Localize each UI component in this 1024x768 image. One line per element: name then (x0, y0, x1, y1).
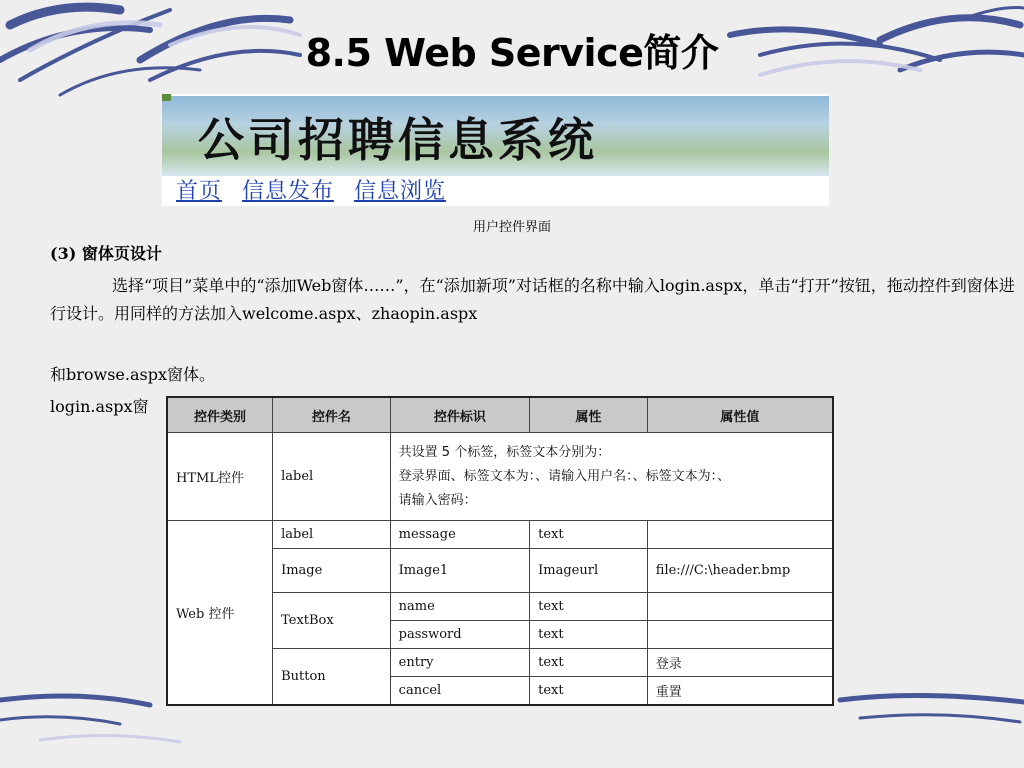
nav-link-publish[interactable]: 信息发布 (242, 179, 335, 204)
header-cell: 控件类别 (167, 397, 273, 433)
control-cell: Image (273, 549, 391, 593)
control-cell: label (273, 433, 391, 521)
value-cell (647, 621, 833, 649)
property-cell: Imageurl (530, 549, 648, 593)
banner-title: 公司招聘信息系统 (198, 113, 598, 167)
control-cell: label (273, 521, 391, 549)
id-cell: name (390, 593, 529, 621)
header-cell: 控件名 (273, 397, 391, 433)
section-heading: (3) 窗体页设计 (50, 244, 162, 263)
nav-link-home[interactable]: 首页 (176, 179, 223, 204)
table-row (167, 521, 833, 549)
description-line: 共设置 5 个标签，标签文本分别为： (398, 444, 611, 460)
body-paragraph-text: 选择“项目”菜单中的“添加Web窗体……”，在“添加新项”对话框的名称中输入login.aspx，单击“打开”按钮，拖动控件到窗体进行设计。用同样的方法加入welcome.aspx、zhaopin.aspx (50, 276, 1015, 323)
banner-nav (176, 174, 446, 204)
id-cell: cancel (390, 677, 529, 705)
banner-image (162, 94, 829, 206)
value-cell: 登录 (647, 649, 833, 677)
property-cell: text (530, 649, 648, 677)
header-cell: 属性 (530, 397, 648, 433)
value-cell (647, 521, 833, 549)
header-cell: 属性值 (647, 397, 833, 433)
body-line-truncated: login.aspx窗 (50, 397, 149, 416)
value-cell: file:///C:\header.bmp (647, 549, 833, 593)
control-cell: TextBox (273, 593, 391, 649)
value-cell: 重置 (647, 677, 833, 705)
corner-mark-icon (162, 94, 171, 101)
table-row (167, 433, 833, 521)
description-line: 登录界面、标签文本为：、请输入用户名：、标签文本为：、 (398, 468, 731, 484)
id-cell: Image1 (390, 549, 529, 593)
control-cell: Button (273, 649, 391, 705)
figure-caption: 用户控件界面 (472, 220, 551, 235)
description-cell (390, 433, 833, 521)
value-cell (647, 593, 833, 621)
category-cell: HTML控件 (167, 433, 273, 521)
slide-title: 8.5 Web Service简介 (305, 31, 719, 75)
description-line: 请输入密码： (398, 492, 477, 508)
header-cell: 控件标识 (390, 397, 529, 433)
table-header-row (167, 397, 833, 433)
property-cell: text (530, 593, 648, 621)
id-cell: message (390, 521, 529, 549)
body-paragraph (50, 272, 1016, 328)
property-cell: text (530, 621, 648, 649)
body-line: 和browse.aspx窗体。 (50, 365, 216, 384)
control-properties-table (166, 396, 834, 706)
category-cell: Web 控件 (167, 521, 273, 705)
property-cell: text (530, 521, 648, 549)
property-cell: text (530, 677, 648, 705)
id-cell: entry (390, 649, 529, 677)
id-cell: password (390, 621, 529, 649)
nav-link-browse[interactable]: 信息浏览 (354, 179, 447, 204)
